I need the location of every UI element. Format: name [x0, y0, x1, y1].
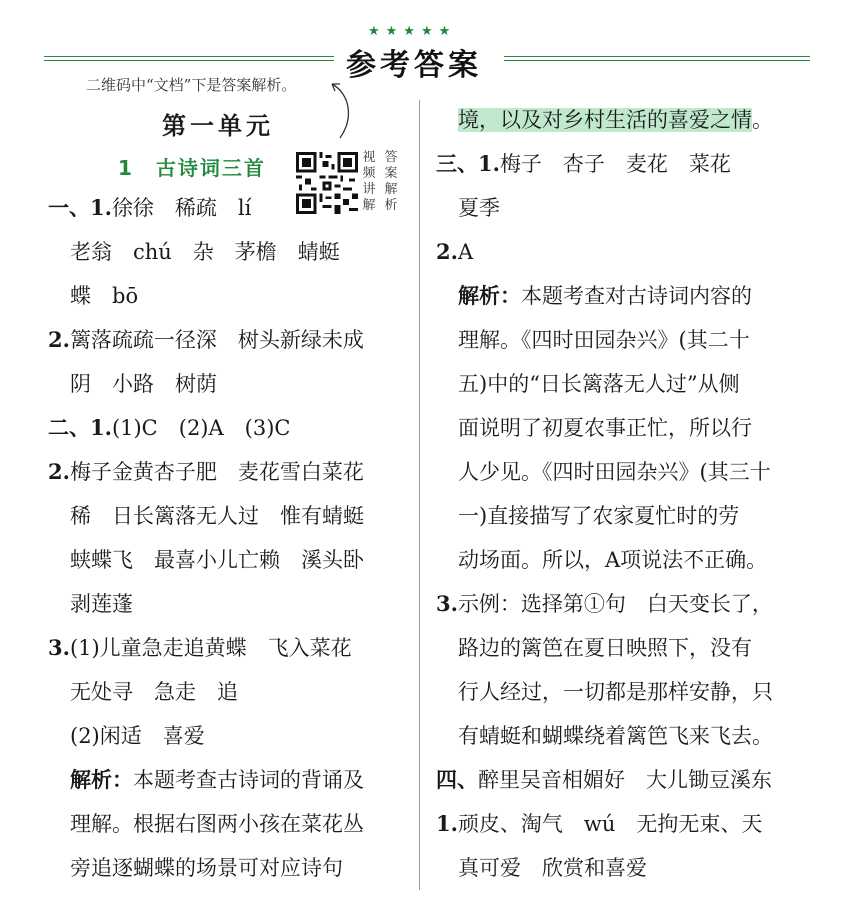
curved-arrow-icon — [318, 78, 358, 140]
left-line-6: 二、1.(1)C (2)A (3)C — [48, 415, 291, 440]
left-line-5: 阴 小路 树荫 — [70, 372, 217, 396]
qr-code-icon[interactable] — [296, 152, 358, 214]
right-line-17: 1.顽皮、淘气 wú 无拘无束、天 — [436, 811, 763, 836]
right-line-1: 境，以及对乡村生活的喜爱之情。 — [458, 108, 773, 132]
header-rule-right — [504, 56, 810, 61]
right-line-18: 真可爱 欣赏和喜爱 — [458, 856, 647, 880]
left-line-7: 2.梅子金黄杏子肥 麦花雪白菜花 — [48, 459, 364, 484]
right-line-12: 3.示例：选择第①句 白天变长了， — [436, 591, 773, 616]
right-line-8: 面说明了初夏农事正忙，所以行 — [458, 416, 752, 440]
right-line-16: 四、醉里吴音相媚好 大儿锄豆溪东 — [436, 767, 772, 792]
left-line-13: (2)闲适 喜爱 — [70, 724, 205, 748]
left-line-12: 无处寻 急走 追 — [70, 680, 238, 704]
header-rule-left — [44, 56, 334, 61]
right-line-15: 有蜻蜓和蝴蝶绕着篱笆飞来飞去。 — [458, 724, 773, 748]
left-line-15: 理解。根据右图两小孩在菜花丛 — [70, 812, 364, 836]
left-line-9: 蛱蝶飞 最喜小儿亡赖 溪头卧 — [70, 548, 364, 572]
right-line-3: 夏季 — [458, 196, 500, 220]
right-line-4: 2.A — [436, 239, 474, 264]
right-line-13: 路边的篱笆在夏日映照下，没有 — [458, 636, 752, 660]
right-line-10: 一)直接描写了农家夏忙时的劳 — [458, 504, 740, 528]
right-line-14: 行人经过，一切都是那样安静，只 — [458, 680, 773, 704]
qr-label-video: 视频讲解 — [362, 150, 376, 213]
right-line-2: 三、1.梅子 杏子 麦花 菜花 — [436, 151, 731, 176]
left-line-14: 解析：本题考查古诗词的背诵及 — [70, 767, 364, 792]
left-line-1: 一、1.徐徐 稀疏 lí — [48, 195, 252, 220]
right-line-11: 动场面。所以，A项说法不正确。 — [458, 548, 768, 572]
right-line-5: 解析：本题考查对古诗词内容的 — [458, 283, 752, 308]
page-title: 参考答案 — [346, 48, 482, 83]
right-line-6: 理解。《四时田园杂兴》(其二十 — [458, 328, 750, 352]
header-stars: ★★★★★ — [368, 24, 457, 39]
left-line-10: 剥莲蓬 — [70, 592, 133, 616]
qr-label-answer: 答案解析 — [384, 150, 398, 213]
right-line-7: 五)中的“日长篱落无人过”从侧 — [458, 372, 740, 396]
right-line-9: 人少见。《四时田园杂兴》(其三十 — [458, 460, 771, 484]
column-divider — [419, 100, 420, 890]
left-line-3: 蝶 bō — [70, 284, 139, 308]
lesson-title: 1 古诗词三首 — [118, 156, 266, 180]
qr-note: 二维码中“文档”下是答案解析。 — [86, 76, 297, 94]
left-line-8: 稀 日长篱落无人过 惟有蜻蜓 — [70, 504, 364, 528]
highlighted-text: 境，以及对乡村生活的喜爱之情 — [458, 108, 752, 132]
unit-title: 第一单元 — [162, 112, 274, 140]
left-line-2: 老翁 chú 杂 茅檐 蜻蜓 — [70, 240, 340, 264]
left-line-11: 3.(1)儿童急走追黄蝶 飞入菜花 — [48, 635, 352, 660]
left-line-4: 2.篱落疏疏一径深 树头新绿未成 — [48, 327, 364, 352]
left-line-16: 旁追逐蝴蝶的场景可对应诗句 — [70, 856, 343, 880]
